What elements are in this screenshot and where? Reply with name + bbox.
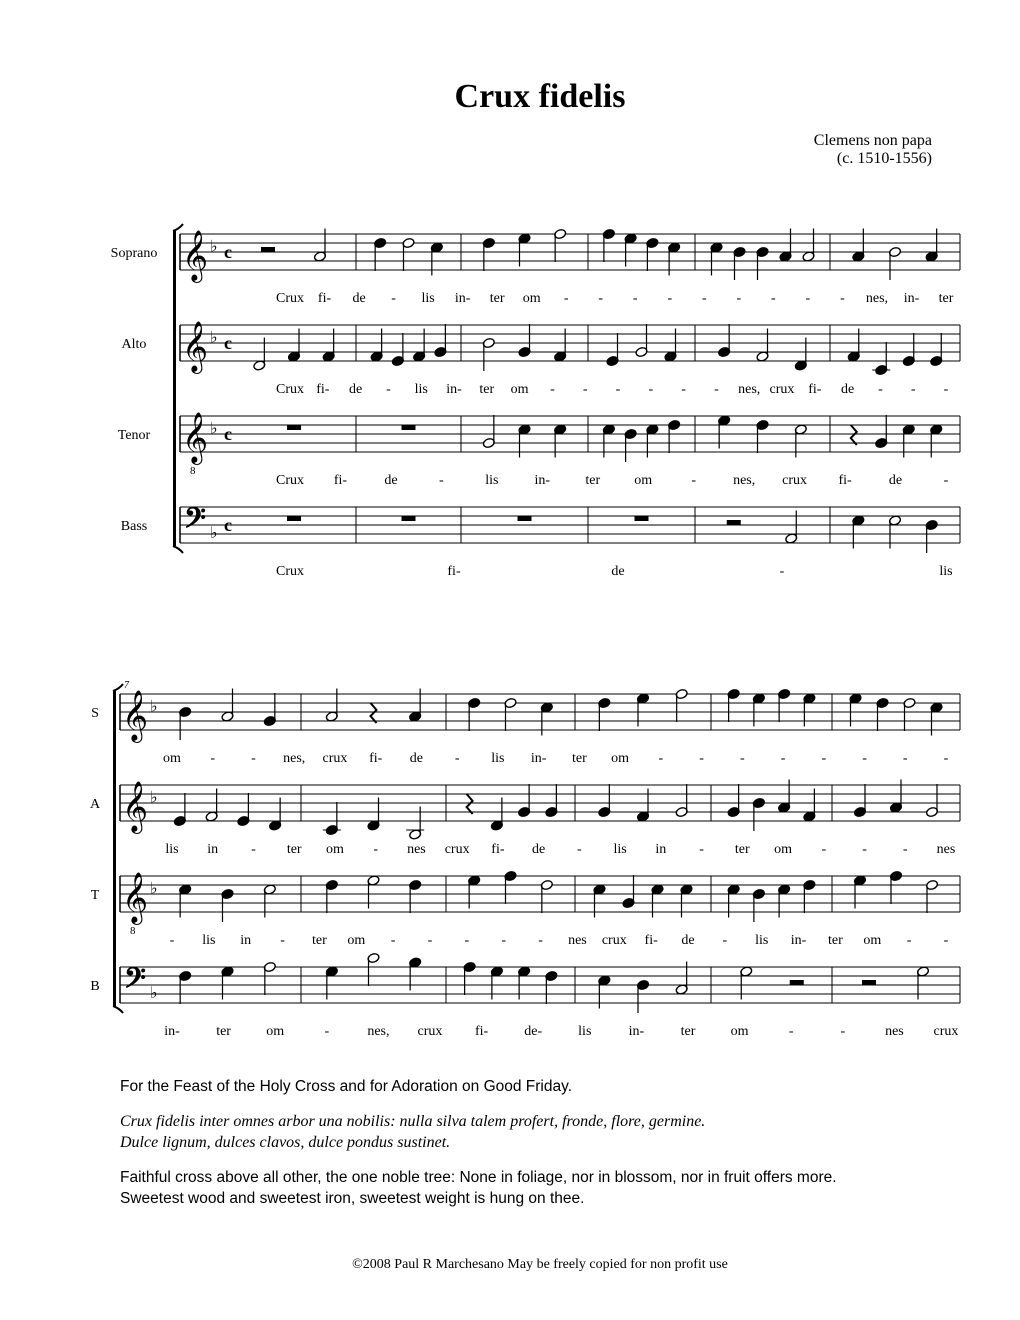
quarter-rest [371,703,377,723]
staff-a [90,780,960,858]
lyric-syllable: lis [485,473,499,488]
lyric-syllable: nes, [738,382,761,397]
whole-rest [402,425,416,430]
lyric-syllable: in- [530,751,547,766]
lyric-syllable: lis [202,933,216,948]
lyric-syllable: de [888,473,903,488]
quarter-rest [467,794,473,814]
lyric-syllable: - [280,933,285,948]
lyric-syllable: om [730,1024,749,1039]
lyric-syllable: nes [936,842,956,857]
lyric-syllable: fi- [808,382,822,397]
lyric-syllable: - [501,933,507,948]
lyric-syllable: lis [491,751,505,766]
lyric-syllable: - [779,564,785,579]
bass-clef: 𝄢 [124,964,146,1001]
key-signature-flat: ♭ [210,420,218,438]
lyric-syllable: - [251,842,256,857]
lyric-syllable: lis [414,382,428,397]
lyric-syllable: om [163,751,181,766]
lyric-syllable: crux [322,751,348,766]
lyric-syllable: de [611,564,625,579]
key-signature-flat: ♭ [210,238,218,256]
lyric-syllable: - [391,291,396,306]
lyric-syllable: fi- [838,473,852,488]
whole-rest [287,425,301,430]
bracket-top [173,224,183,231]
key-signature-flat: ♭ [150,985,158,1002]
lyric-syllable: ter [216,1024,231,1039]
lyric-syllable: - [464,933,470,948]
time-signature: c [224,333,232,353]
lyric-syllable: - [439,473,444,488]
lyric-syllable: crux [933,1024,959,1039]
text-notes [120,1076,940,1209]
lyric-syllable: - [943,382,949,397]
lyric-syllable: om [347,933,366,948]
lyric-syllable: ter [286,842,302,857]
time-signature: c [224,242,232,262]
lyric-syllable: - [902,751,908,766]
lyric-syllable: Crux [276,564,304,579]
time-signature: c [224,515,232,535]
treble-clef: 𝄞 [122,691,149,740]
lyric-syllable: ter [938,291,954,306]
voice-label: Soprano [110,246,158,261]
voice-label: T [90,888,100,903]
lyric-syllable: in- [164,1024,180,1039]
half-rest [790,980,804,985]
lyric-syllable: fi- [474,1024,489,1039]
whole-rest [287,516,301,521]
octave-eight: 8 [130,925,136,937]
staff-b [90,952,960,1039]
lyric-syllable: om [634,473,653,488]
lyric-syllable: - [771,291,776,306]
lyric-syllable: - [878,382,883,397]
lyric-syllable: - [658,751,664,766]
lyric-syllable: nes [885,1024,904,1039]
lyric-syllable: - [736,291,742,306]
composer-name: Clemens non papa [813,132,932,149]
lyric-syllable: - [906,933,912,948]
lyric-syllable: - [681,382,686,397]
lyric-syllable: - [454,751,460,766]
staff-soprano [111,228,960,306]
lyric-syllable: de [532,842,546,857]
bass-clef: 𝄢 [184,504,206,541]
lyric-syllable: lis [755,933,769,948]
piece-title: Crux fidelis [454,78,626,115]
lyric-syllable: fi- [369,751,383,766]
lyric-syllable: - [902,842,908,857]
lyric-syllable: - [550,382,555,397]
lyric-syllable: Crux [276,291,304,306]
lyric-syllable: - [788,1024,794,1039]
lyric-syllable: - [862,842,867,857]
voice-label: Tenor [117,428,151,443]
lyric-syllable: om [863,933,882,948]
lyric-syllable: nes, [865,291,889,306]
lyric-syllable: ter [734,842,750,857]
lyric-syllable: ter [828,933,843,948]
lyric-syllable: - [598,291,604,306]
time-signature: c [224,424,232,444]
lyric-syllable: crux [769,382,795,397]
lyric-syllable: lis [939,564,953,579]
lyric-syllable: nes [407,842,426,857]
lyric-syllable: fi- [333,473,348,488]
voice-label: S [91,706,99,721]
lyric-syllable: ter [680,1024,696,1039]
lyric-syllable: - [324,1024,330,1039]
voice-label: B [90,979,100,994]
lyric-syllable: crux [417,1024,443,1039]
lyric-syllable: - [251,751,256,766]
lyric-syllable: - [862,751,867,766]
lyric-syllable: de [348,382,363,397]
lyric-syllable: - [373,842,379,857]
lyric-syllable: in- [454,291,471,306]
lyric-syllable: - [943,751,949,766]
lyric-syllable: in- [534,473,551,488]
lyric-syllable: - [780,751,786,766]
whole-rest [635,516,649,521]
lyric-syllable: Crux [276,473,304,488]
lyric-syllable: ter [479,382,495,397]
bracket-bottom [173,546,183,553]
lyric-syllable: ter [489,291,505,306]
composer-dates: (c. 1510-1556) [836,150,932,167]
lyric-syllable: in [655,842,667,857]
system-2 [90,680,960,1039]
lyric-syllable: - [538,933,543,948]
system-bracket [173,231,176,546]
lyric-syllable: fi- [447,564,461,579]
lyric-syllable: - [714,382,719,397]
lyric-syllable: de [352,291,366,306]
lyric-syllable: - [386,382,391,397]
key-signature-flat: ♭ [150,880,158,898]
lyric-syllable: - [943,933,949,948]
lyric-syllable: - [667,291,673,306]
lyric-syllable: de- [524,1024,543,1039]
staff-bass [121,504,960,579]
lyric-syllable: in- [628,1024,645,1039]
staff-tenor [118,413,960,488]
lyric-syllable: - [699,842,704,857]
lyric-syllable: - [821,842,827,857]
english-line-2: Sweetest wood and sweetest iron, sweetest weight is hung on thee. [120,1190,585,1207]
treble-clef: 𝄞 [122,782,149,831]
lyric-syllable: crux [444,842,470,857]
lyric-syllable: ter [571,751,587,766]
lyric-syllable: nes [568,933,587,948]
latin-text [120,1111,940,1153]
half-rest [261,247,275,252]
lyric-syllable: - [701,291,707,306]
whole-rest [518,516,532,521]
lyric-syllable: - [210,751,216,766]
lyric-syllable: in- [903,291,920,306]
copyright-notice: ©2008 Paul R Marchesano May be freely copied for non profit use [352,1257,728,1272]
lyric-syllable: lis [165,842,179,857]
lyric-syllable: om [510,382,529,397]
lyric-syllable: om [611,751,630,766]
lyric-syllable: - [739,751,745,766]
measure-number: 7 [124,680,129,691]
lyric-syllable: - [722,933,728,948]
lyric-syllable: fi- [644,933,658,948]
key-signature-flat: ♭ [150,698,158,716]
lyric-syllable: in [207,842,219,857]
lyric-syllable: ter [585,473,601,488]
staff-s [91,688,960,766]
english-translation [120,1167,940,1209]
lyric-syllable: Crux [276,382,304,397]
voice-label: Alto [121,337,147,352]
bracket-top [113,684,123,691]
lyric-syllable: de [681,933,695,948]
lyric-syllable: om [326,842,344,857]
lyric-syllable: - [840,291,845,306]
lyric-syllable: in [240,933,252,948]
occasion-note: For the Feast of the Holy Cross and for Adoration on Good Friday. [120,1078,573,1095]
lyric-syllable: om [774,842,792,857]
lyric-syllable: crux [601,933,627,948]
lyric-syllable: - [577,842,582,857]
lyric-syllable: nes, [367,1024,390,1039]
latin-line-1: Crux fidelis inter omnes arbor una nobilis: nulla silva talem profert, fronde, flore, germine. [120,1113,706,1130]
latin-line-2: Dulce lignum, dulces clavos, dulce pondus sustinet. [120,1134,451,1151]
lyric-syllable: de [840,382,855,397]
octave-eight: 8 [190,465,196,477]
lyric-syllable: lis [578,1024,592,1039]
whole-rest [402,516,416,521]
lyric-syllable: - [943,473,949,488]
half-rest [862,980,876,985]
system-bracket [113,691,116,1006]
lyric-syllable: lis [421,291,435,306]
system-1 [111,224,960,579]
lyric-syllable: de [409,751,424,766]
bracket-bottom [113,1006,123,1013]
lyric-syllable: - [632,291,638,306]
staff-alto [122,322,960,397]
lyric-syllable: - [582,382,588,397]
treble-clef: 𝄞 [182,413,209,462]
quarter-rest [851,425,857,445]
lyric-syllable: - [699,751,704,766]
english-line-1: Faithful cross above all other, the one noble tree: None in foliage, nor in blossom, nor in fruit offers more. [120,1169,837,1186]
treble-clef: 𝄞 [182,322,209,371]
lyric-syllable: nes, [733,473,756,488]
lyric-syllable: in- [446,382,462,397]
key-signature-flat: ♭ [210,525,218,542]
staff-t [91,870,960,948]
lyric-syllable: lis [613,842,627,857]
lyric-syllable: fi- [317,291,332,306]
lyric-syllable: - [840,1024,846,1039]
lyric-syllable: om [266,1024,285,1039]
lyric-syllable: - [821,751,827,766]
lyric-syllable: - [615,382,621,397]
treble-clef: 𝄞 [182,231,209,280]
lyric-syllable: in- [790,933,807,948]
lyric-syllable: - [691,473,697,488]
treble-clef: 𝄞 [122,873,149,922]
lyric-syllable: - [169,933,175,948]
lyric-syllable: - [648,382,654,397]
voice-label: Bass [120,519,148,534]
lyric-syllable: om [522,291,541,306]
lyric-syllable: - [805,291,811,306]
lyric-syllable: - [390,933,396,948]
lyric-syllable: nes, [283,751,306,766]
key-signature-flat: ♭ [150,789,158,807]
lyric-syllable: fi- [316,382,330,397]
lyric-syllable: fi- [491,842,505,857]
lyric-syllable: ter [312,933,327,948]
voice-label: A [89,797,101,812]
lyric-syllable: - [910,382,916,397]
lyric-syllable: de [384,473,398,488]
key-signature-flat: ♭ [210,329,218,347]
lyric-syllable: - [563,291,569,306]
lyric-syllable: - [427,933,433,948]
lyric-syllable: crux [782,473,808,488]
half-rest [727,520,741,525]
